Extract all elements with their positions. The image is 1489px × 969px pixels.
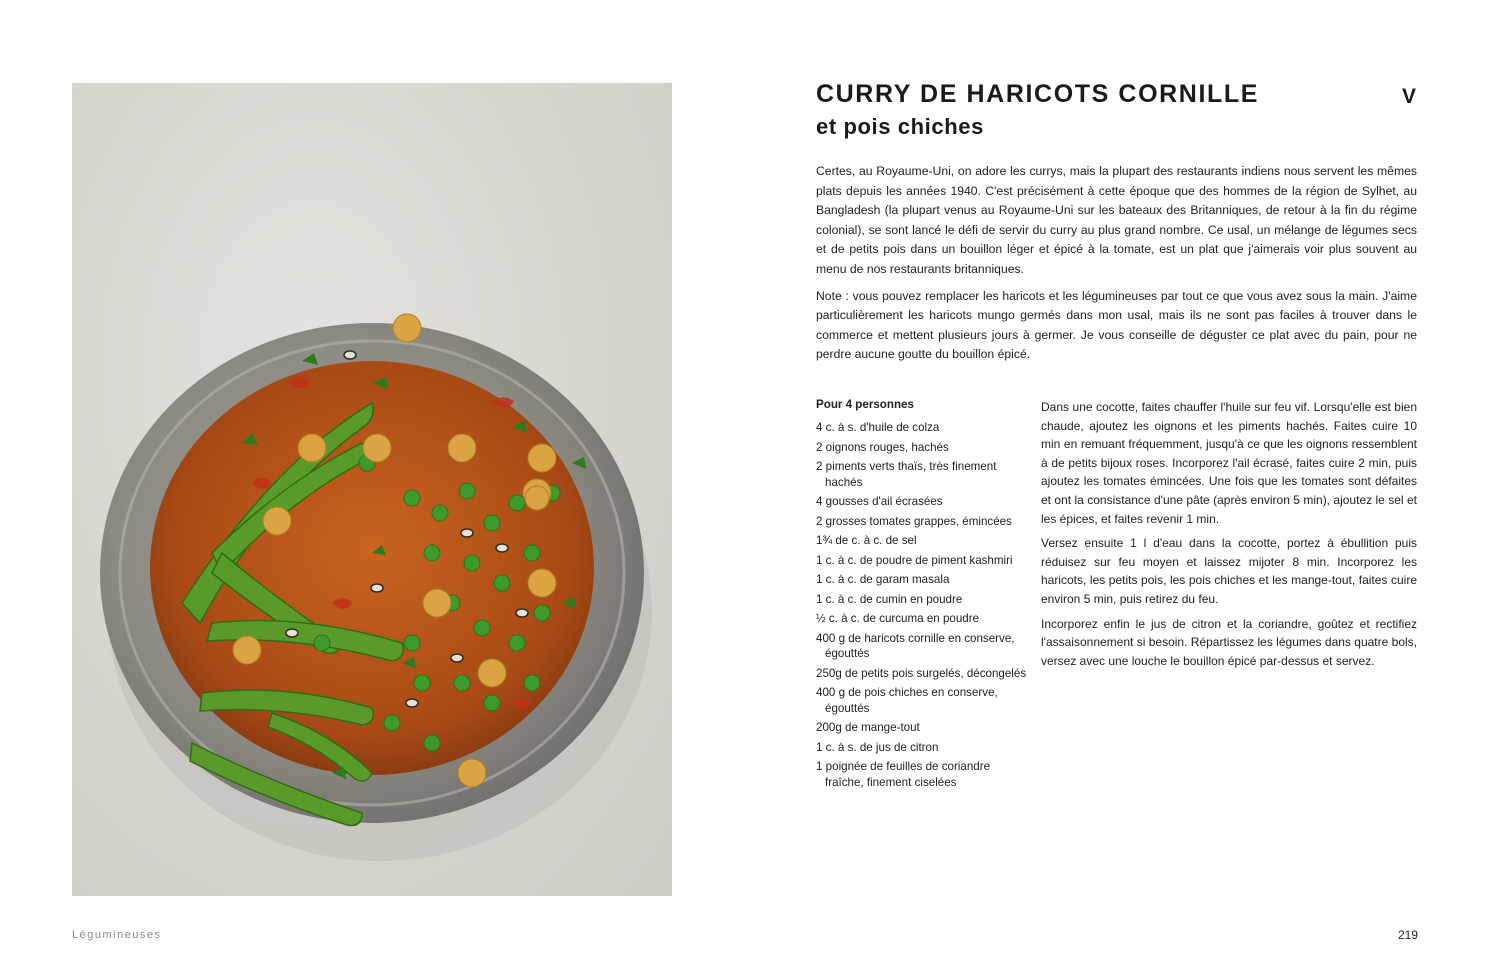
ingredient-item: 250g de petits pois surgelés, décongelés xyxy=(816,666,1027,680)
ingredient-list xyxy=(816,420,1031,790)
servings-heading: Pour 4 personnes xyxy=(816,398,914,411)
vegetarian-mark: V xyxy=(1402,85,1417,108)
intro-paragraph: Certes, au Royaume-Uni, on adore les currys, mais la plupart des restaurants indiens nous servent les mêmes plats depuis les années 1940. C'est précisément à cette époque que des hommes de la région de Sylhet, au Bangladesh (la plupart venus au Royaume-Uni sur les bateaux des Britanniques, de retour à la fin du régime colonial), se sont lancé le défi de servir du curry au plus grand nombre. Ce usal, un mélange de légumes secs et de petits pois dans un bouillon léger et épicé à la tomate, est un plat que j'aimerais voir plus souvent au menu de nos restaurants britanniques. xyxy=(816,164,1417,276)
curry-bowl-illustration xyxy=(72,83,672,896)
method-column xyxy=(1041,398,1417,676)
ingredient-item: 1 c. à c. de cumin en poudre xyxy=(816,592,963,606)
ingredient-item: 2 oignons rouges, hachés xyxy=(816,440,949,454)
section-footer: Légumineuses xyxy=(72,929,162,941)
ingredients-column xyxy=(816,398,1031,794)
page-number: 219 xyxy=(1398,928,1419,942)
recipe-subtitle: et pois chiches xyxy=(816,114,984,139)
ingredient-item: 1 poignée de feuilles de coriandre fraîche, finement ciselées xyxy=(816,760,991,789)
ingredient-item: 400 g de haricots cornille en conserve, égouttés xyxy=(816,631,1015,660)
ingredient-item: ½ c. à c. de curcuma en poudre xyxy=(816,612,980,625)
method-step: Dans une cocotte, faites chauffer l'huile sur feu vif. Lorsqu'elle est bien chaude, ajoutez les oignons et les piments hachés. Faites cuire 10 min en remuant fréquemment, jusqu'à ce que les oignons ressemblent à de petits bijoux roses. Incorporez l'ail écrasé, faites cuire 2 min, puis ajoutez les tomates émincées. Une fois que les tomates sont défaites et ont la consistance d'une pâte (après environ 5 min), ajoutez le sel et les épices, et faites revenir 1 min. xyxy=(1041,400,1417,526)
ingredient-item: 400 g de pois chiches en conserve, égouttés xyxy=(816,686,998,715)
ingredient-item: 2 piments verts thaïs, très finement hachés xyxy=(816,460,997,489)
ingredient-item: 1¾ de c. à c. de sel xyxy=(816,534,917,547)
method-step: Incorporez enfin le jus de citron et la coriandre, goûtez et rectifiez l'assaisonnement si besoin. Répartissez les légumes dans quatre bols, versez avec une louche le bouillon épicé par-dessus et servez. xyxy=(1041,616,1417,668)
ingredient-item: 1 c. à s. de jus de citron xyxy=(816,740,939,754)
ingredient-item: 1 c. à c. de garam masala xyxy=(816,573,950,586)
ingredient-item: 4 c. à s. d'huile de colza xyxy=(816,421,940,434)
intro-note-paragraph: Note : vous pouvez remplacer les haricots et les légumineuses par tout ce que vous avez sous la main. J'aime particulièrement les haricots mungo germés dans mon usal, mais ils ne sont pas faciles à trouver dans le commerce et mettent plusieurs jours à germer. Je vous conseille de déguster ce plat avec du pain, pour ne perdre aucune goutte du bouillon épicé. xyxy=(816,288,1417,362)
ingredient-item: 200g de mange-tout xyxy=(816,721,920,734)
method-step: Versez ensuite 1 l d'eau dans la cocotte, portez à ébullition puis réduisez sur feu moyen et laissez mijoter 8 min. Incorporez les haricots, les petits pois, les pois chiches et les mange-tout, faites cuire environ 5 min, puis retirez du feu. xyxy=(1041,536,1417,606)
curry-bowl-photo xyxy=(72,83,672,896)
ingredient-item: 2 grosses tomates grappes, émincées xyxy=(816,514,1012,528)
ingredient-item: 1 c. à c. de poudre de piment kashmiri xyxy=(816,553,1013,567)
recipe-intro xyxy=(816,162,1417,372)
ingredient-item: 4 gousses d'ail écrasées xyxy=(816,495,943,508)
recipe-title: CURRY DE HARICOTS CORNILLE xyxy=(816,80,1260,108)
